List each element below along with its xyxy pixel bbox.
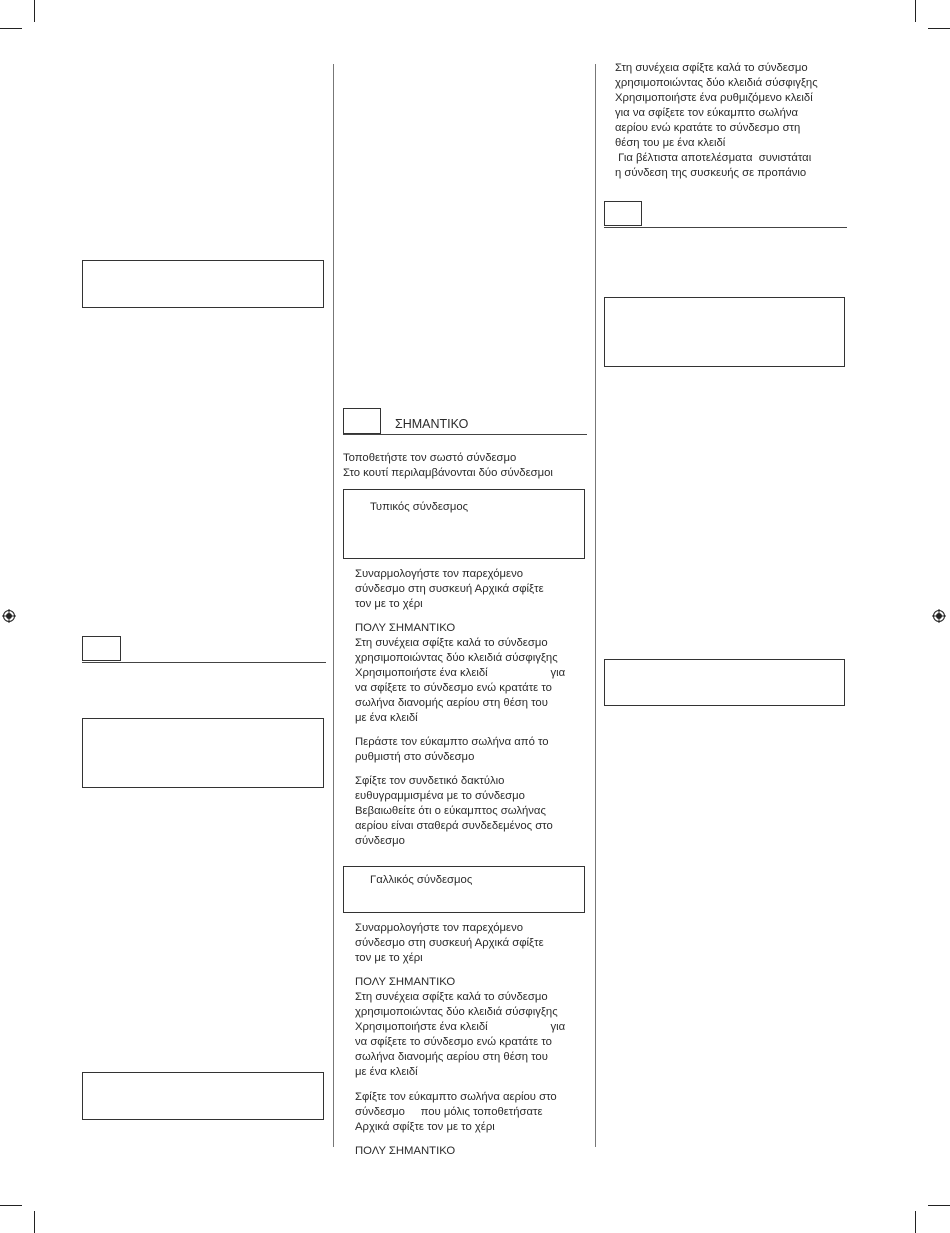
col3-top-text: Στη συνέχεια σφίξτε καλά το σύνδεσμο χρησιμοποιώντας δύο κλειδιά σύσφιγξης Χρησιμοποιήστε ένα ρυθμιζόμενο κλειδί για να σφίξετε τον εύκαμπτο σωλήνα αερίου ενώ κρατάτε το σύνδεσμο στη θέση του με ένα κλειδί Για βέλτιστα αποτελέσματα συνιστάται η σύνδεση της συσκευής σε προπάνιο bbox=[615, 62, 818, 179]
figure-box bbox=[82, 260, 324, 308]
column-divider bbox=[595, 64, 596, 1147]
crop-mark bbox=[915, 1211, 916, 1233]
figure-box bbox=[82, 718, 324, 788]
figure-box bbox=[82, 1072, 324, 1120]
section-marker bbox=[82, 636, 121, 661]
crop-mark bbox=[34, 0, 35, 22]
crop-mark bbox=[928, 28, 950, 29]
french-step-1: Συναρμολογήστε τον παρεχόμενο σύνδεσμο στη συσκευή Αρχικά σφίξτε τον με το χέρι bbox=[355, 922, 544, 964]
french-step-2: ΠΟΛΥ ΣΗΜΑΝΤΙΚΟ Στη συνέχεια σφίξτε καλά το σύνδεσμο χρησιμοποιώντας δύο κλειδιά σύσφιγξης Χρησιμοποιήστε ένα κλειδί για να σφίξετε το σύνδεσμο ενώ κρατάτε το σωλήνα διανομής αερίου στη θέση του με ένα κλειδί bbox=[355, 976, 566, 1078]
section-marker bbox=[343, 408, 381, 434]
figure-box bbox=[604, 297, 845, 367]
section-rule bbox=[604, 227, 847, 228]
intro-line: Τοποθετήστε τον σωστό σύνδεσμο bbox=[343, 452, 517, 464]
french-connector-label: Γαλλικός σύνδεσμος bbox=[370, 874, 473, 886]
typical-step-3: Περάστε τον εύκαμπτο σωλήνα από το ρυθμιστή στο σύνδεσμο bbox=[355, 736, 549, 763]
section-rule bbox=[343, 434, 587, 435]
french-step-4-label: ΠΟΛΥ ΣΗΜΑΝΤΙΚΟ bbox=[355, 1145, 456, 1157]
important-heading: ΣΗΜΑΝΤΙΚΟ bbox=[395, 417, 469, 431]
column-divider bbox=[333, 64, 334, 1147]
typical-step-1: Συναρμολογήστε τον παρεχόμενο σύνδεσμο στη συσκευή Αρχικά σφίξτε τον με το χέρι bbox=[355, 568, 544, 610]
typical-step-4: Σφίξτε τον συνδετικό δακτύλιο ευθυγραμμισμένα με το σύνδεσμο Βεβαιωθείτε ότι ο εύκαμπτος σωλήνας αερίου είναι σταθερά συνδεδεμένος στο σύνδεσμο bbox=[355, 775, 553, 847]
intro-line: Στο κουτί περιλαμβάνονται δύο σύνδεσμοι bbox=[343, 467, 553, 479]
typical-connector-label: Τυπικός σύνδεσμος bbox=[370, 501, 469, 513]
figure-box bbox=[604, 659, 845, 706]
crop-mark bbox=[928, 1205, 950, 1206]
crop-mark bbox=[0, 1205, 22, 1206]
section-marker bbox=[604, 201, 642, 226]
registration-mark-icon bbox=[932, 609, 946, 623]
crop-mark bbox=[0, 28, 22, 29]
registration-mark-icon bbox=[2, 609, 16, 623]
french-step-3: Σφίξτε τον εύκαμπτο σωλήνα αερίου στο σύνδεσμο που μόλις τοποθετήσατε Αρχικά σφίξτε τον με το χέρι bbox=[355, 1091, 557, 1133]
section-rule bbox=[82, 662, 326, 663]
crop-mark bbox=[34, 1211, 35, 1233]
crop-mark bbox=[915, 0, 916, 22]
typical-step-2: ΠΟΛΥ ΣΗΜΑΝΤΙΚΟ Στη συνέχεια σφίξτε καλά το σύνδεσμο χρησιμοποιώντας δύο κλειδιά σύσφιγξης Χρησιμοποιήστε ένα κλειδί για να σφίξετε το σύνδεσμο ενώ κρατάτε το σωλήνα διανομής αερίου στη θέση του με ένα κλειδί bbox=[355, 622, 566, 724]
